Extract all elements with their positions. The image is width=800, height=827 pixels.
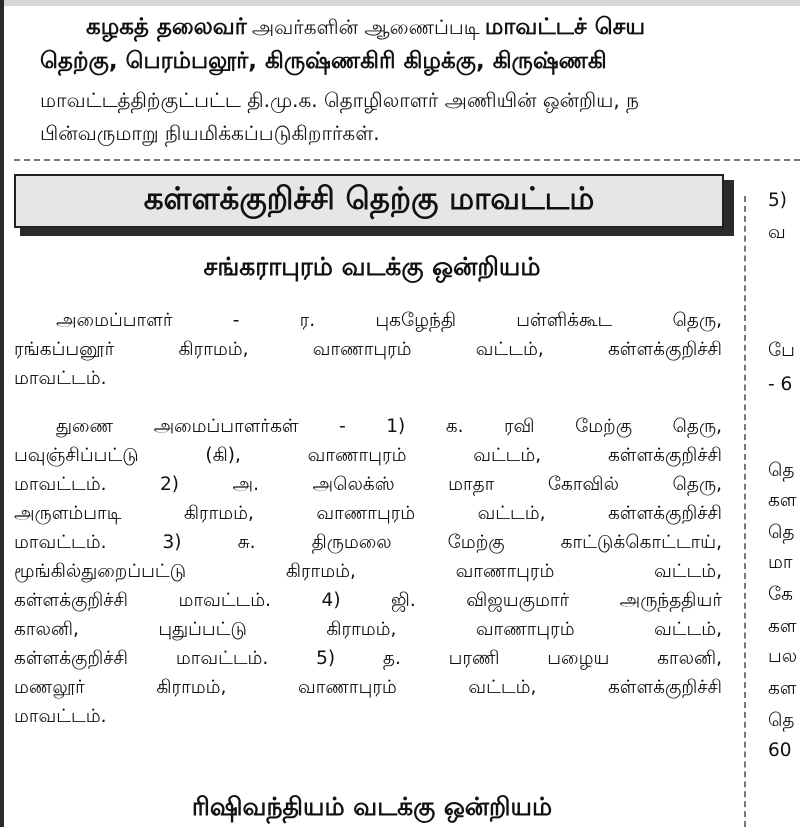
body-line: துணை அமைப்பாளர்கள் - 1) க. ரவி மேற்கு தெரு, <box>56 416 722 437</box>
body-line: மாவட்டம். 2) அ. அலெக்ஸ் மாதா கோவில் தெரு, <box>14 474 722 495</box>
body-line: காலனி, புதுப்பட்டு கிராமம், வாணாபுரம் வட்டம், <box>14 619 722 640</box>
right-column-fragment: வ <box>768 222 786 243</box>
body-line: பவுஞ்சிப்பட்டு (கி), வாணாபுரம் வட்டம், கள்ளக்குறிச்சி <box>14 445 722 466</box>
body-line: அருளம்பாடி கிராமம், வாணாபுரம் வட்டம், கள்ளக்குறிச்சி <box>14 503 722 524</box>
right-column-fragment: 5) <box>768 190 787 211</box>
right-column-fragment: 60 <box>768 740 792 761</box>
intro-line-4: பின்வருமாறு நியமிக்கப்படுகிறார்கள். <box>40 121 380 145</box>
right-column-fragment: கே <box>768 584 793 605</box>
body-line: மூங்கில்துறைப்பட்டு கிராமம், வாணாபுரம் வட்டம், <box>14 561 722 582</box>
intro-line-1 <box>86 14 645 43</box>
right-column-fragment: - 6 <box>768 374 793 395</box>
right-column-fragment: தெ <box>768 460 795 481</box>
right-column-fragment: பே <box>768 340 795 361</box>
left-border <box>0 0 4 827</box>
body-line: அமைப்பாளர் - ர. புகழேந்தி பள்ளிக்கூட தெரு, <box>56 310 722 331</box>
right-column-fragment: கள <box>768 678 797 699</box>
right-column-fragment: கள <box>768 616 797 637</box>
right-column-fragment: தெ <box>768 710 795 731</box>
body-line: ரங்கப்பனூர் கிராமம், வாணாபுரம் வட்டம், கள்ளக்குறிச்சி <box>14 339 722 360</box>
horizontal-divider <box>14 159 800 161</box>
intro-text-1: அவர்களின் ஆணைப்படி <box>251 15 480 39</box>
right-column-fragment: கள <box>768 490 797 511</box>
right-column-fragment: மா <box>768 552 793 573</box>
body-line: மாவட்டம். <box>14 706 107 727</box>
body-line: கள்ளக்குறிச்சி மாவட்டம். 4) ஜி. விஜயகுமார் அருந்ததியர் <box>14 590 722 611</box>
right-column-fragment: பல <box>768 646 798 667</box>
body-line: கள்ளக்குறிச்சி மாவட்டம். 5) த. பரணி பழைய காலனி, <box>14 648 722 669</box>
district-title: கள்ளக்குறிச்சி தெற்கு மாவட்டம் <box>143 181 595 217</box>
body-line: மணலூர் கிராமம், வாணாபுரம் வட்டம், கள்ளக்குறிச்சி <box>14 677 722 698</box>
top-rule <box>0 0 800 6</box>
body-line: மாவட்டம். <box>14 368 107 389</box>
intro-line-3: மாவட்டத்திற்குட்பட்ட தி.மு.க. தொழிலாளர் அணியின் ஒன்றிய, ந <box>40 88 639 112</box>
district-heading-box <box>14 174 724 228</box>
intro-bold-2: மாவட்டச் செய <box>484 14 646 40</box>
section-heading-rishivandiyam: ரிஷிவந்தியம் வடக்கு ஒன்றியம் <box>191 792 553 821</box>
intro-line-2: தெற்கு, பெரம்பலூர், கிருஷ்ணகிரி கிழக்கு, கிருஷ்ணகி <box>40 48 607 74</box>
right-column-fragment: தெ <box>768 522 795 543</box>
section-heading-sankarapuram: சங்கராபுரம் வடக்கு ஒன்றியம் <box>203 252 541 281</box>
intro-bold-1: கழகத் தலைவர் <box>86 14 247 40</box>
body-line: மாவட்டம். 3) சு. திருமலை மேற்கு காட்டுக்கொட்டாய், <box>14 532 722 553</box>
column-divider <box>744 196 746 827</box>
